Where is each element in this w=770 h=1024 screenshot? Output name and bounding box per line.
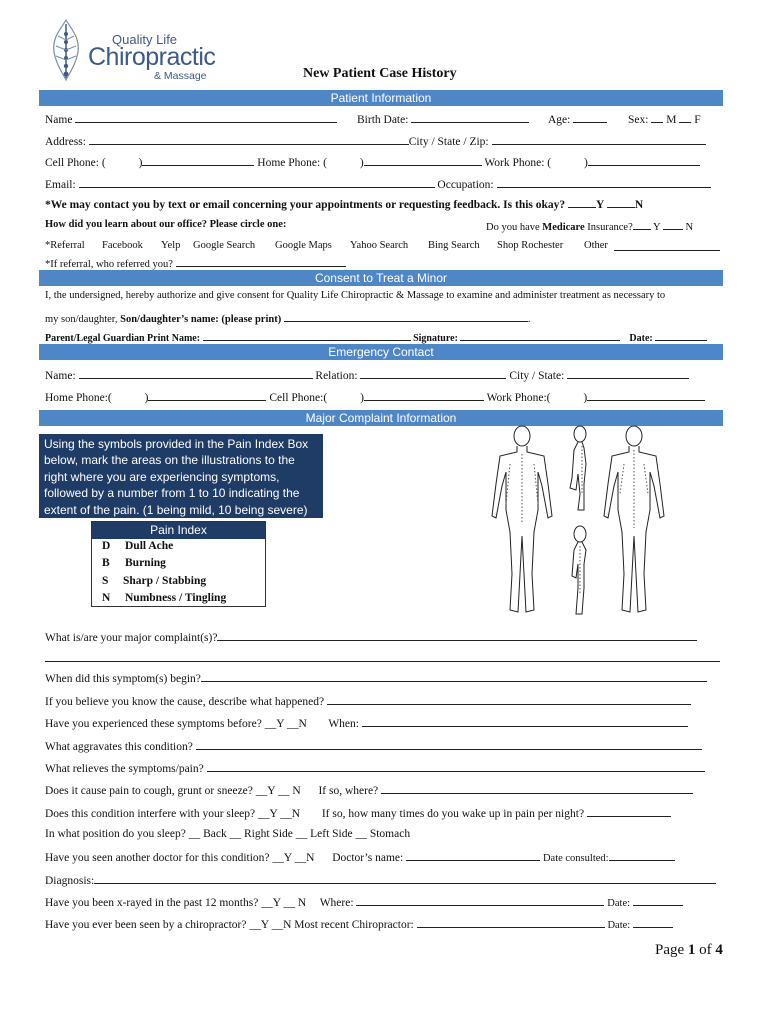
section-consent: Consent to Treat a Minor bbox=[39, 270, 723, 286]
pain-label-b: Burning bbox=[125, 557, 166, 569]
q-diagnosis: Diagnosis: bbox=[45, 875, 95, 887]
field-xray-where[interactable] bbox=[356, 895, 604, 906]
field-chiro-date[interactable] bbox=[633, 917, 673, 928]
field-ec-name[interactable] bbox=[79, 368, 313, 379]
paren: ) bbox=[583, 392, 588, 404]
pain-label-n: Numbness / Tingling bbox=[125, 592, 227, 604]
label-occupation: Occupation: bbox=[437, 179, 494, 191]
field-email[interactable] bbox=[79, 177, 435, 188]
spine-tree-icon bbox=[46, 18, 86, 82]
side-body-lower-icon bbox=[572, 526, 586, 614]
label-ec-relation: Relation: bbox=[315, 370, 358, 382]
field-consent-date[interactable] bbox=[655, 330, 707, 341]
label-ec-cell: Cell Phone:( bbox=[269, 392, 328, 404]
consent-child-name-label: Son/daughter’s name: (please print) bbox=[120, 314, 282, 325]
label-y: Y bbox=[653, 222, 661, 233]
source-google-maps[interactable]: Google Maps bbox=[275, 240, 332, 251]
label-doctor-name: Doctor’s name: bbox=[332, 852, 404, 864]
label-cell-phone: Cell Phone: ( bbox=[45, 157, 106, 169]
label-guardian: Parent/Legal Guardian Print Name: bbox=[45, 333, 201, 344]
row-doctor bbox=[45, 850, 675, 864]
body-diagram[interactable] bbox=[484, 424, 674, 620]
source-yelp[interactable]: Yelp bbox=[161, 240, 181, 251]
row-emergency-2 bbox=[45, 390, 705, 404]
source-facebook[interactable]: Facebook bbox=[102, 240, 143, 251]
section-major-complaint: Major Complaint Information bbox=[39, 410, 723, 426]
source-shop-rochester[interactable]: Shop Rochester bbox=[497, 240, 564, 251]
logo-main-text: Chiropractic bbox=[88, 43, 216, 71]
label-work-phone: Work Phone: ( bbox=[484, 157, 552, 169]
label-date: Date: bbox=[629, 333, 653, 344]
label-name: Name bbox=[45, 114, 73, 126]
label-n: N bbox=[634, 199, 644, 211]
front-body-icon bbox=[492, 426, 552, 612]
row-email bbox=[45, 177, 711, 191]
field-occupation[interactable] bbox=[497, 177, 711, 188]
section-emergency: Emergency Contact bbox=[39, 344, 723, 360]
row-emergency-1 bbox=[45, 368, 689, 382]
q-chiropractor: Have you ever been seen by a chiropractor? __Y __N bbox=[45, 919, 292, 931]
field-ec-work[interactable] bbox=[587, 390, 705, 401]
contact-question: *We may contact you by text or email concerning your appointments or requesting feedback. Is this okay? bbox=[45, 199, 566, 211]
label-home-phone: Home Phone: ( bbox=[257, 157, 327, 169]
row-diagnosis bbox=[45, 873, 716, 887]
label-referral-who: *If referral, who referred you? bbox=[45, 259, 173, 270]
field-date-consulted[interactable] bbox=[609, 850, 675, 861]
consent-text-1: I, the undersigned, hereby authorize and give consent for Quality Life Chiropractic & Massage to examine and administer treatment as necessary to bbox=[45, 290, 666, 301]
row-sleep-position[interactable]: In what position do you sleep? __ Back __ Right Side __ Left Side __ Stomach bbox=[45, 828, 411, 840]
label-age: Age: bbox=[548, 114, 571, 126]
pain-code-b: B bbox=[102, 557, 110, 569]
row-age bbox=[548, 112, 607, 126]
page-total: 4 bbox=[715, 942, 723, 958]
label-sex-f: F bbox=[694, 114, 701, 126]
learn-question: How did you learn about our office? Please circle one: bbox=[45, 219, 287, 230]
page-current: 1 bbox=[687, 942, 696, 958]
label-xray-where: Where: bbox=[319, 897, 354, 909]
field-birth-date[interactable] bbox=[411, 112, 529, 123]
back-body-icon bbox=[604, 426, 664, 612]
label-recent-chiro: Most recent Chiropractor: bbox=[294, 919, 414, 931]
label-city-state-zip: City / State / Zip: bbox=[408, 136, 489, 148]
label-sex: Sex: bbox=[628, 114, 649, 126]
source-other[interactable]: Other bbox=[584, 240, 608, 251]
field-contact-no[interactable] bbox=[607, 197, 635, 208]
row-cough bbox=[45, 783, 693, 797]
field-recent-chiro[interactable] bbox=[417, 917, 605, 928]
source-referral[interactable]: *Referral bbox=[45, 240, 85, 251]
field-before-when[interactable] bbox=[362, 716, 688, 727]
field-child-name[interactable] bbox=[284, 311, 528, 322]
row-referral bbox=[45, 256, 346, 270]
label-ec-name: Name: bbox=[45, 370, 76, 382]
pain-index-title: Pain Index bbox=[92, 522, 265, 539]
q-symptoms-before: Have you experienced these symptoms before? __Y __N bbox=[45, 718, 307, 730]
field-signature[interactable] bbox=[460, 330, 620, 341]
pain-code-n: N bbox=[102, 592, 111, 604]
q-cause: If you believe you know the cause, describe what happened? bbox=[45, 696, 325, 708]
row-contact-ok bbox=[45, 197, 643, 211]
row-birth bbox=[357, 112, 529, 126]
label-date-consulted: Date consulted: bbox=[542, 853, 609, 864]
logo-sub-text: & Massage bbox=[154, 70, 207, 82]
page-mid: of bbox=[695, 942, 716, 958]
field-address[interactable] bbox=[89, 134, 409, 145]
field-cough-where[interactable] bbox=[381, 783, 693, 794]
row-name bbox=[45, 112, 337, 126]
field-medicare-yes[interactable] bbox=[633, 219, 651, 230]
row-xray bbox=[45, 895, 683, 909]
paren: ) bbox=[360, 392, 364, 404]
source-google-search[interactable]: Google Search bbox=[193, 240, 256, 251]
side-body-upper-icon bbox=[570, 426, 586, 510]
label-ec-city-state: City / State: bbox=[509, 370, 565, 382]
pain-code-s: S bbox=[102, 575, 109, 587]
pain-label-d: Dull Ache bbox=[125, 540, 174, 552]
label-cough-where: If so, where? bbox=[318, 785, 379, 797]
row-major-complaint bbox=[45, 630, 697, 644]
label-signature: Signature: bbox=[413, 333, 458, 344]
q-aggravates: What aggravates this condition? bbox=[45, 741, 193, 753]
field-relieves[interactable] bbox=[207, 761, 705, 772]
row-before bbox=[45, 716, 688, 730]
paren: ) bbox=[144, 392, 149, 404]
field-medicare-no[interactable] bbox=[663, 219, 683, 230]
label-sex-m: M bbox=[666, 114, 677, 126]
source-bing-search[interactable]: Bing Search bbox=[428, 240, 480, 251]
field-referral-who[interactable] bbox=[176, 256, 346, 267]
field-xray-date[interactable] bbox=[633, 895, 683, 906]
field-cell-phone[interactable] bbox=[142, 155, 254, 166]
field-ec-cell[interactable] bbox=[364, 390, 484, 401]
page-pre: Page bbox=[655, 942, 688, 958]
row-chiro bbox=[45, 917, 673, 931]
page-number bbox=[655, 942, 723, 959]
row-address bbox=[45, 134, 706, 148]
label-sleep-times: If so, how many times do you wake up in pain per night? bbox=[321, 808, 585, 820]
field-major-complaint[interactable] bbox=[217, 630, 697, 641]
q-sleep: Does this condition interfere with your sleep? __Y __N bbox=[45, 808, 301, 820]
label-email: Email: bbox=[45, 179, 76, 191]
field-home-phone[interactable] bbox=[364, 155, 482, 166]
field-name[interactable] bbox=[75, 112, 337, 123]
label-birth-date: Birth Date: bbox=[357, 114, 409, 126]
page-title: New Patient Case History bbox=[303, 66, 457, 81]
label-chiro-date: Date: bbox=[607, 920, 631, 931]
row-cause bbox=[45, 694, 691, 708]
medicare-post: Insurance? bbox=[584, 222, 633, 233]
pain-code-d: D bbox=[102, 540, 111, 552]
row-phones bbox=[45, 155, 700, 169]
row-medicare bbox=[486, 219, 693, 233]
consent-pre: my son/daughter, bbox=[45, 314, 121, 325]
row-sex bbox=[628, 112, 701, 126]
paren: ) bbox=[138, 157, 143, 169]
row-aggravates bbox=[45, 739, 702, 753]
field-diagnosis[interactable] bbox=[94, 873, 716, 884]
field-cause[interactable] bbox=[327, 694, 691, 705]
field-contact-yes[interactable] bbox=[568, 197, 596, 208]
label-n: N bbox=[685, 222, 694, 233]
logo-top-text: Quality Life bbox=[112, 32, 178, 47]
source-yahoo-search[interactable]: Yahoo Search bbox=[350, 240, 409, 251]
row-relieves bbox=[45, 761, 705, 775]
instructions-box: Using the symbols provided in the Pain Index Box below, mark the areas on the illustrations to the right where you are experiencing symptoms, followed by a number from 1 to 10 indicating the extent of the pain. (1 being mild, 10 being severe) bbox=[39, 434, 323, 518]
label-ec-work: Work Phone:( bbox=[486, 392, 551, 404]
field-ec-city-state[interactable] bbox=[567, 368, 689, 379]
field-major-complaint-2[interactable] bbox=[45, 651, 720, 662]
q-major-complaint: What is/are your major complaint(s)? bbox=[45, 632, 218, 644]
q-xray: Have you been x-rayed in the past 12 months? __Y __ N bbox=[45, 897, 307, 909]
logo bbox=[42, 18, 232, 84]
field-doctor-name[interactable] bbox=[406, 850, 540, 861]
field-ec-relation[interactable] bbox=[360, 368, 506, 379]
field-other[interactable] bbox=[614, 240, 720, 251]
field-work-phone[interactable] bbox=[588, 155, 700, 166]
q-other-doctor: Have you seen another doctor for this condition? __Y __N bbox=[45, 852, 315, 864]
paren: ) bbox=[359, 157, 364, 169]
field-sex-f[interactable] bbox=[679, 112, 691, 123]
field-sleep-times[interactable] bbox=[587, 806, 671, 817]
field-ec-home[interactable] bbox=[148, 390, 266, 401]
field-symptom-begin[interactable] bbox=[201, 671, 707, 682]
q-cough: Does it cause pain to cough, grunt or sneeze? __Y __ N bbox=[45, 785, 301, 797]
medicare-pre: Do you have bbox=[486, 222, 543, 233]
label-before-when: When: bbox=[328, 718, 359, 730]
consent-text-2: my son/daughter, Son/daughter’s name: (please print) . bbox=[45, 311, 530, 325]
field-city-state-zip[interactable] bbox=[492, 134, 706, 145]
paren: ) bbox=[584, 157, 588, 169]
pain-label-s: Sharp / Stabbing bbox=[123, 575, 207, 587]
label-y: Y bbox=[596, 199, 604, 211]
field-age[interactable] bbox=[573, 112, 607, 123]
field-aggravates[interactable] bbox=[196, 739, 702, 750]
field-guardian[interactable] bbox=[203, 330, 411, 341]
row-guardian bbox=[45, 330, 707, 344]
label-ec-home: Home Phone:( bbox=[45, 392, 112, 404]
field-sex-m[interactable] bbox=[651, 112, 663, 123]
row-sleep bbox=[45, 806, 671, 820]
q-relieves: What relieves the symptoms/pain? bbox=[45, 763, 204, 775]
row-symptom-begin bbox=[45, 671, 707, 685]
pain-index-box bbox=[91, 521, 266, 607]
section-patient-information: Patient Information bbox=[39, 90, 723, 106]
q-symptom-begin: When did this symptom(s) begin? bbox=[45, 673, 201, 685]
label-address: Address: bbox=[45, 136, 86, 148]
medicare-word: Medicare bbox=[542, 222, 585, 233]
label-xray-date: Date: bbox=[607, 898, 631, 909]
